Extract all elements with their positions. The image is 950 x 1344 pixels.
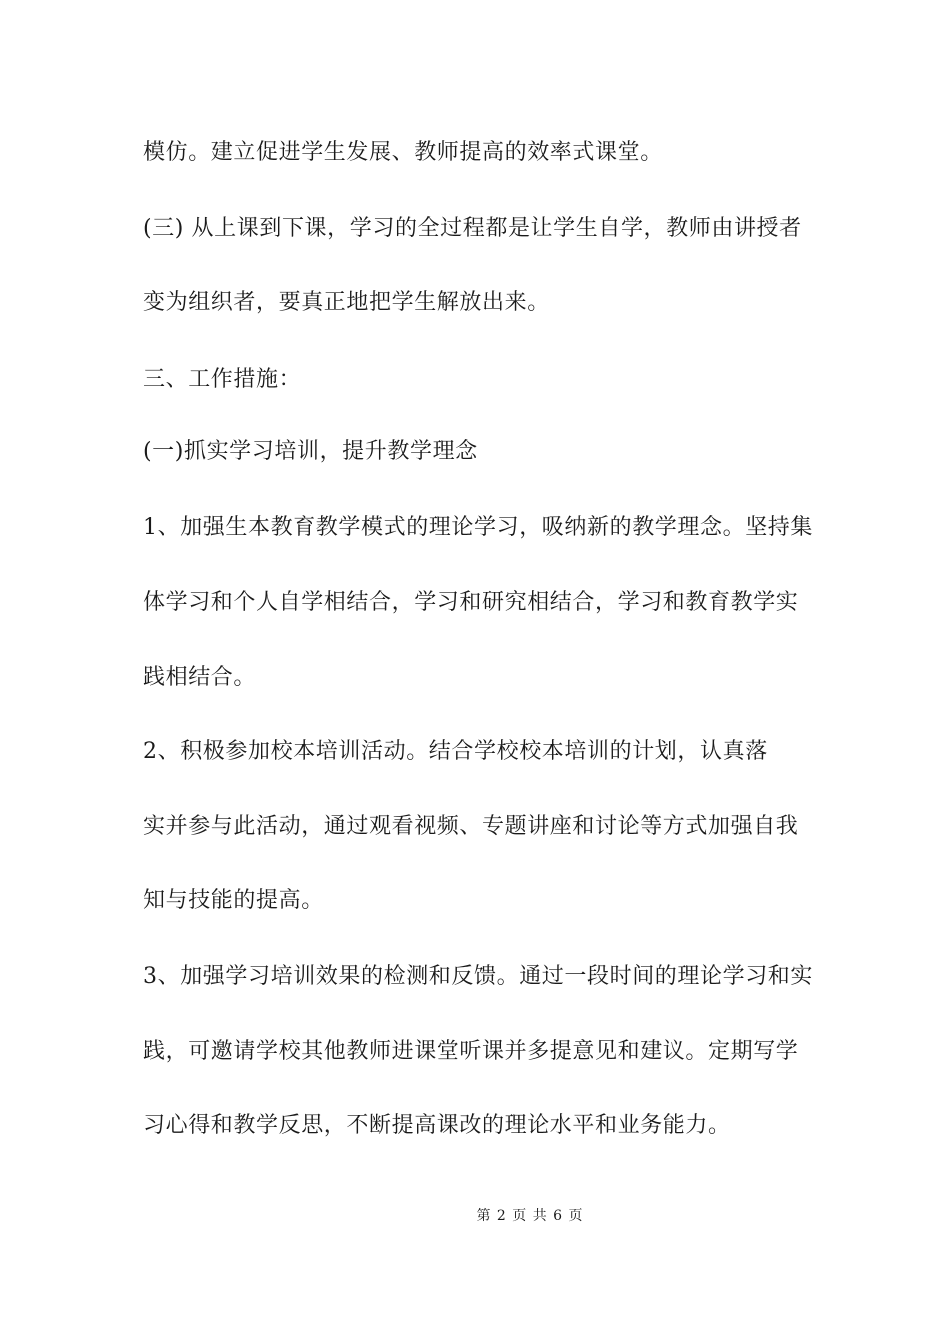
section-heading: 三、工作措施： (143, 367, 302, 392)
body-text-line: 变为组织者，要真正地把学生解放出来。 (143, 290, 550, 315)
body-text-line: 知与技能的提高。 (143, 888, 324, 913)
body-text-line: 践，可邀请学校其他教师进课堂听课并多提意见和建议。定期写学 (143, 1039, 799, 1064)
body-text-line: 践相结合。 (143, 665, 257, 690)
page-number: 第 2 页 共 6 页 (476, 1208, 584, 1224)
body-text-line: 体学习和个人自学相结合，学习和研究相结合，学习和教育教学实 (143, 590, 799, 615)
subsection-heading: (一)抓实学习培训，提升教学理念 (143, 439, 478, 464)
body-text-line: 模仿。建立促进学生发展、教师提高的效率式课堂。 (143, 140, 663, 165)
body-text-line: (三) 从上课到下课，学习的全过程都是让学生自学，教师由讲授者 (143, 216, 802, 241)
body-text-line: 习心得和教学反思，不断提高课改的理论水平和业务能力。 (143, 1113, 731, 1138)
body-text-line: 2、积极参加校本培训活动。结合学校校本培训的计划，认真落 (143, 739, 768, 764)
body-text-line: 实并参与此活动，通过观看视频、专题讲座和讨论等方式加强自我 (143, 814, 799, 839)
body-text-line: 1、加强生本教育教学模式的理论学习，吸纳新的教学理念。坚持集 (143, 515, 813, 540)
body-text-line: 3、加强学习培训效果的检测和反馈。通过一段时间的理论学习和实 (143, 964, 813, 989)
